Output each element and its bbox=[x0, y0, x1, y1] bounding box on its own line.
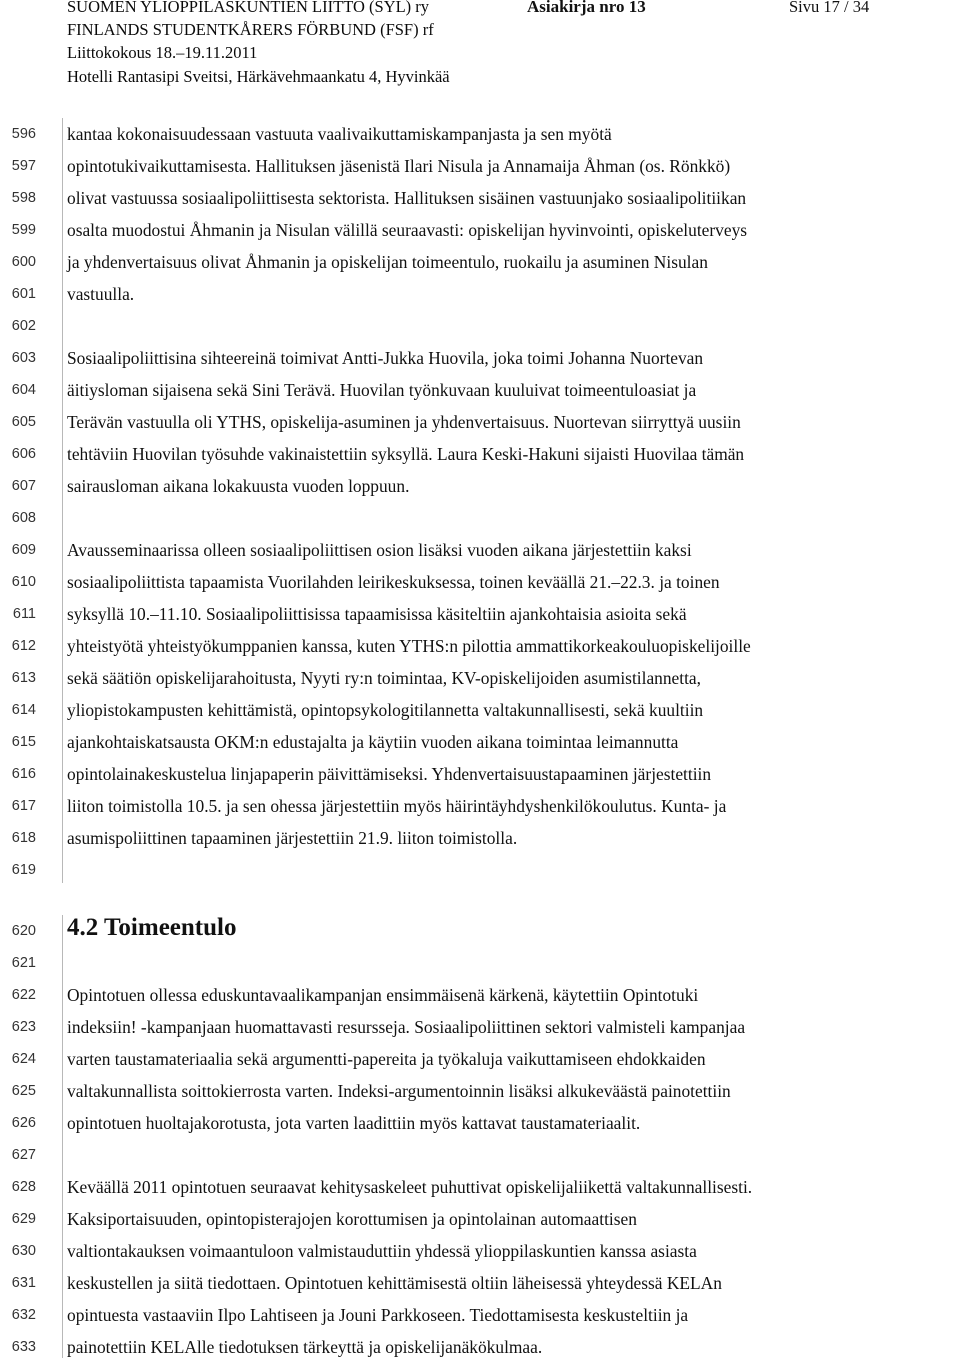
document-header bbox=[67, 0, 960, 96]
line-number: 630 bbox=[11, 1243, 36, 1259]
text-line: Keväällä 2011 opintotuen seuraavat kehitysaskeleet puhuttivat opiskelijaliikettä valtakunnallisesti. bbox=[67, 1177, 753, 1197]
line-number: 621 bbox=[11, 955, 36, 971]
text-line: opintuesta vastaaviin Ilpo Lahtiseen ja Jouni Parkkoseen. Tiedottamisesta keskusteltiin ja bbox=[67, 1305, 689, 1325]
line-number: 603 bbox=[11, 350, 36, 366]
header-venue: Hotelli Rantasipi Sveitsi, Härkävehmaankatu 4, Hyvinkää bbox=[67, 67, 450, 86]
line-number: 623 bbox=[11, 1019, 36, 1035]
text-line: valtakunnallista soittokierrosta varten. Indeksi-argumentoinnin lisäksi alkukeväästä painotettiin bbox=[67, 1081, 731, 1101]
line-number: 631 bbox=[11, 1275, 36, 1291]
line-number: 596 bbox=[11, 126, 36, 142]
text-line: vastuulla. bbox=[67, 284, 135, 304]
line-number: 605 bbox=[11, 414, 36, 430]
text-line: valtiontakauksen voimaantuloon valmistauduttiin yhdessä ylioppilaskuntien kanssa asiasta bbox=[67, 1241, 697, 1261]
text-line: syksyllä 10.–11.10. Sosiaalipoliittisissa tapaamisissa käsiteltiin ajankohtaisia asioita sekä bbox=[67, 604, 687, 624]
line-number: 600 bbox=[11, 254, 36, 270]
text-line: liiton toimistolla 10.5. ja sen ohessa järjestettiin myös häirintäyhdyshenkilökoulutus. Kunta- ja bbox=[67, 796, 727, 816]
text-line: opintotukivaikuttamisesta. Hallituksen jäsenistä Ilari Nisula ja Annamaija Åhman (os. Rönkkö) bbox=[67, 156, 731, 176]
text-line: Avausseminaarissa olleen sosiaalipoliittisen osion lisäksi vuoden aikana järjestettiin kaksi bbox=[67, 540, 692, 560]
text-line: ja yhdenvertaisuus olivat Åhmanin ja opiskelijan toimeentulo, ruokailu ja asuminen Nisulan bbox=[67, 252, 708, 272]
line-number: 632 bbox=[11, 1307, 36, 1323]
line-number: 602 bbox=[11, 318, 36, 334]
line-number: 609 bbox=[11, 542, 36, 558]
text-line: osalta muodostui Åhmanin ja Nisulan välillä seuraavasti: opiskelijan hyvinvointi, opiskeluterveys bbox=[67, 220, 748, 240]
text-line: yhteistyötä yhteistyökumppanien kanssa, kuten YTHS:n pilottia ammattikorkeakouluopiskelijoille bbox=[67, 636, 751, 656]
text-line: Kaksiportaisuuden, opintopisterajojen korottumisen ja opintolainan automaattisen bbox=[67, 1209, 637, 1229]
line-number: 614 bbox=[11, 702, 36, 718]
line-number: 611 bbox=[12, 606, 36, 622]
text-line: Terävän vastuulla oli YTHS, opiskelija-asuminen ja yhdenvertaisuus. Nuortevan siirryttyä uusiin bbox=[67, 412, 741, 432]
line-number: 607 bbox=[11, 478, 36, 494]
line-number: 601 bbox=[11, 286, 36, 302]
line-number: 618 bbox=[11, 830, 36, 846]
line-number: 597 bbox=[11, 158, 36, 174]
line-number: 604 bbox=[11, 382, 36, 398]
text-line: varten taustamateriaalia sekä argumentti-papereita ja työkaluja vaikuttamiseen ehdokkaiden bbox=[67, 1049, 706, 1069]
line-number: 624 bbox=[11, 1051, 36, 1067]
line-number: 610 bbox=[11, 574, 36, 590]
text-line: opintolainakeskustelua linjapaperin päivittämiseksi. Yhdenvertaisuustapaaminen järjestettiin bbox=[67, 764, 712, 784]
line-number: 620 bbox=[11, 923, 36, 939]
text-line: Sosiaalipoliittisina sihteereinä toimivat Antti-Jukka Huovila, joka toimi Johanna Nuortevan bbox=[67, 348, 704, 368]
header-org-fi: SUOMEN YLIOPPILASKUNTIEN LIITTO (SYL) ry bbox=[67, 0, 430, 16]
line-number: 613 bbox=[11, 670, 36, 686]
line-number: 626 bbox=[11, 1115, 36, 1131]
text-line: olivat vastuussa sosiaalipoliittisesta sektorista. Hallituksen sisäinen vastuunjako sosiaalipolitiikan bbox=[67, 188, 747, 208]
text-line: sosiaalipoliittista tapaamista Vuorilahden leirikeskuksessa, toinen keväällä 21.–22.3. ja toinen bbox=[67, 572, 720, 592]
text-line: Opintotuen ollessa eduskuntavaalikampanjan ensimmäisenä kärkenä, käytettiin Opintotuki bbox=[67, 985, 699, 1005]
text-line: keskustellen ja siitä tiedottaen. Opintotuen kehittämisestä oltiin läheisessä yhteydessä KELAn bbox=[67, 1273, 722, 1293]
line-number: 625 bbox=[11, 1083, 36, 1099]
line-number: 608 bbox=[11, 510, 36, 526]
line-number: 617 bbox=[11, 798, 36, 814]
document-number: Asiakirja nro 13 bbox=[527, 0, 646, 16]
line-number: 606 bbox=[11, 446, 36, 462]
line-number: 633 bbox=[11, 1339, 36, 1355]
line-number: 628 bbox=[11, 1179, 36, 1195]
text-line: indeksiin! -kampanjaan huomattavasti resursseja. Sosiaalipoliittinen sektori valmisteli kampanjaa bbox=[67, 1017, 746, 1037]
text-line: yliopistokampusten kehittämistä, opintopsykologitilannetta valtakunnallisesti, sekä kuultiin bbox=[67, 700, 704, 720]
header-meeting: Liittokokous 18.–19.11.2011 bbox=[67, 43, 258, 62]
line-number: 615 bbox=[11, 734, 36, 750]
line-number: 619 bbox=[11, 862, 36, 878]
line-number: 629 bbox=[11, 1211, 36, 1227]
text-line: sairausloman aikana lokakuusta vuoden loppuun. bbox=[67, 476, 410, 496]
text-line: tehtäviin Huovilan työsuhde vakinaistettiin syksyllä. Laura Keski-Hakuni sijaisti Huovilaa tämän bbox=[67, 444, 745, 464]
line-number: 622 bbox=[11, 987, 36, 1003]
line-number: 599 bbox=[11, 222, 36, 238]
line-number: 627 bbox=[11, 1147, 36, 1163]
text-line: ajankohtaiskatsausta OKM:n edustajalta ja käytiin vuoden aikana toimintaa leimannutta bbox=[67, 732, 679, 752]
text-line: opintotuen huoltajakorotusta, jota varten laadittiin myös kattavat taustamateriaalit. bbox=[67, 1113, 641, 1133]
text-line: kantaa kokonaisuudessaan vastuuta vaalivaikuttamiskampanjasta ja sen myötä bbox=[67, 124, 612, 144]
line-number: 598 bbox=[11, 190, 36, 206]
text-line: asumispoliittinen tapaaminen järjestettiin 21.9. liiton toimistolla. bbox=[67, 828, 518, 848]
header-org-sv: FINLANDS STUDENTKÅRERS FÖRBUND (FSF) rf bbox=[67, 20, 434, 39]
line-number: 616 bbox=[11, 766, 36, 782]
text-line: painotettiin KELAlle tiedotuksen tärkeyttä ja opiskelijanäkökulmaa. bbox=[67, 1337, 543, 1357]
text-line: äitiysloman sijaisena sekä Sini Terävä. Huovilan työnkuvaan kuuluivat toimeentuloasiat ja bbox=[67, 380, 697, 400]
section-heading: 4.2 Toimeentulo bbox=[67, 914, 237, 941]
page-number: Sivu 17 / 34 bbox=[789, 0, 870, 16]
text-line: sekä säätiön opiskelijarahoitusta, Nyyti ry:n toimintaa, KV-opiskelijoiden asumistilannetta, bbox=[67, 668, 702, 688]
line-number: 612 bbox=[11, 638, 36, 654]
